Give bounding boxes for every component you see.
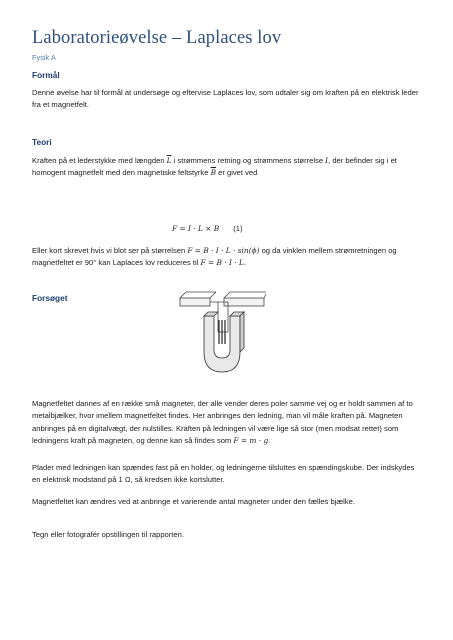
teori-text-b: i strømmens retning og strømmens størrelse (171, 156, 326, 165)
page-subtitle: Fysik A (32, 53, 56, 62)
paragraph-forsoget-2 (32, 462, 424, 487)
paragraph-forsoget-4 (32, 529, 424, 541)
current-I-symbol: I (325, 156, 329, 165)
teori-p2-b: og da vinklen mellem strømretningen og magnetfeltet er 90° kan Laplaces lov reduceres til (32, 246, 397, 268)
vector-L-symbol: $\overline{L}$ (166, 156, 172, 165)
paragraph-formaal (32, 87, 424, 112)
paragraph-teori-2 (32, 245, 424, 270)
u-magnet-drawing (204, 312, 244, 372)
teori-text-d: er givet ved (216, 168, 258, 178)
forsoget-p1-b: . (268, 436, 271, 446)
equation-inline-3: F = m · g (233, 436, 269, 446)
apparatus-figure (178, 286, 268, 378)
heading-forsoget: Forsøget (32, 293, 68, 303)
equation-inline-1: F = B · I · L · sin(ϕ) (187, 246, 260, 255)
heading-teori: Teori (32, 137, 52, 147)
heading-formaal: Formål (32, 70, 60, 80)
equation-laplace (172, 224, 243, 233)
equation-inline-2: F = B · I · L (200, 258, 244, 268)
forsoget-p1-a: Magnetfeltet dannes af en række små magneter, der alle vender deres poler samme vej og er holdt sammen af to metalbjælker, hvor imellem magnetfeltet findes. Her anbringes den ledning, man vil måle kraften på. Magneten anbringes på en digitalvægt, der nulstilles. Kraften på ledningen vil være lige så stor (men modsat rettet) som ledningens kraft på magneten, og denne kan så findes som (32, 399, 413, 446)
forsoget-p3: Magnetfeltet kan ændres ved at anbringe et varierende antal magneter under den fælles bjælke. (32, 497, 355, 506)
holder-drawing (180, 292, 266, 332)
teori-text-c: , der befinder sig i et homogent magnetfelt med den magnetiske feltstyrke (32, 156, 397, 178)
teori-text-a: Kraften på et lederstykke med længden (32, 156, 167, 165)
equation-number: (1) (233, 224, 243, 233)
page-title: Laboratorieøvelse – Laplaces lov (32, 28, 282, 48)
formaal-text: Denne øvelse har til formål at undersøge og eftervise Laplaces lov, som udtaler sig om kraften på en elektrisk leder fra et magnetfelt. (32, 88, 419, 110)
forsoget-p4: Tegn eller fotografér opstillingen til rapporten. (32, 530, 184, 539)
vector-B-symbol: $\overline{B}$ (210, 168, 216, 178)
forsoget-p2: Plader med ledningen kan spændes fast på en holder, og ledningerne tilsluttes en spændingskube. Der indskydes en elektrisk modstand på 1 Ω, så kredsen ikke kortslutter. (32, 463, 415, 485)
teori-p2-c: . (243, 258, 247, 268)
equation-expression: F = I · L × B (172, 224, 220, 233)
paragraph-forsoget-1 (32, 398, 424, 448)
paragraph-forsoget-3 (32, 496, 424, 508)
teori-p2-a: Eller kort skrevet hvis vi blot ser på størrelsen (32, 246, 188, 255)
paragraph-teori-1 (32, 155, 424, 180)
